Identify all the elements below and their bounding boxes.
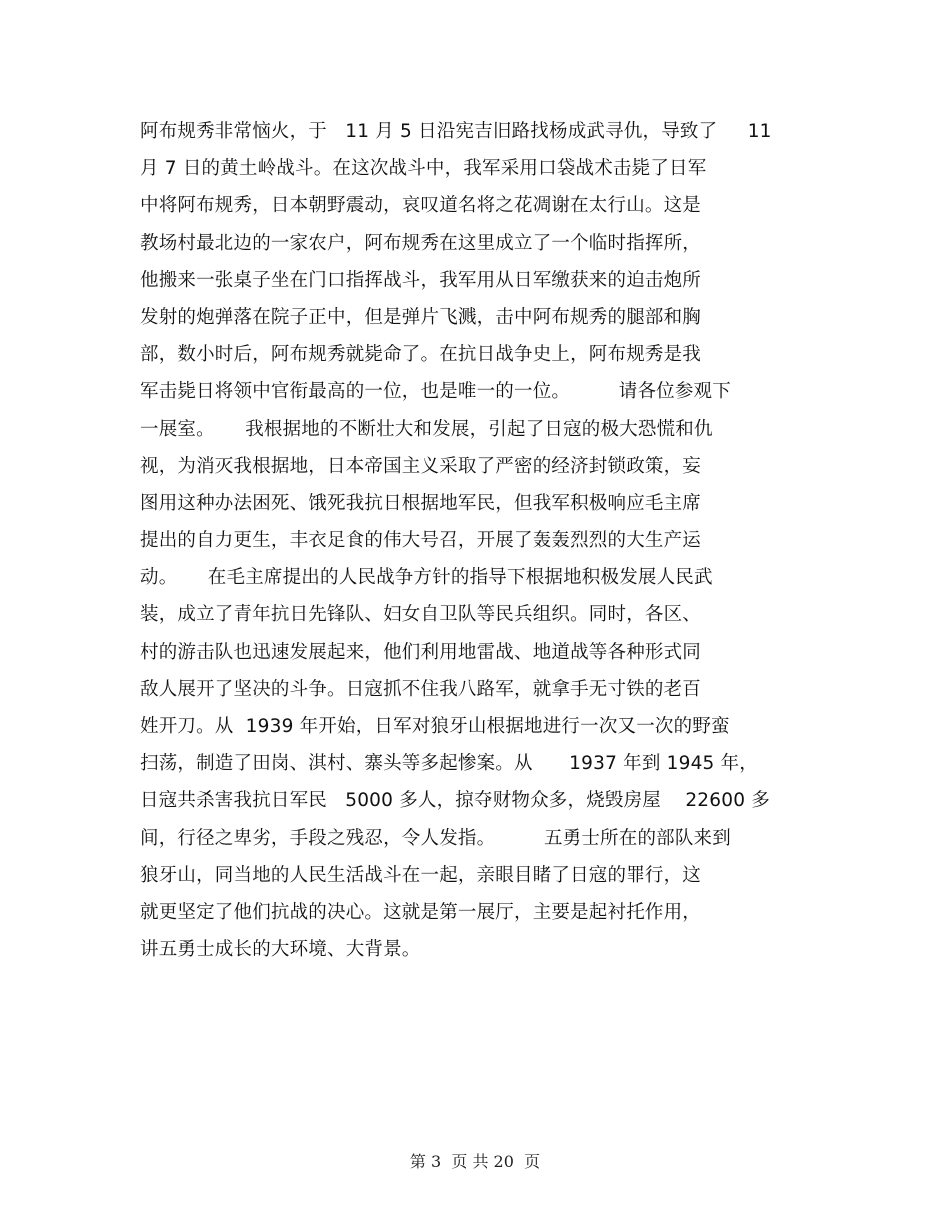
text-line: 动。 在毛主席提出的人民战争方针的指导下根据地积极发展人民武: [140, 567, 713, 589]
text-line: 狼牙山，同当地的人民生活战斗在一起，亲眼目睹了日寇的罪行，这: [140, 864, 702, 886]
text-line: 讲五勇士成长的大环境、大背景。: [140, 939, 421, 961]
body-text: [140, 113, 820, 968]
page-footer: 第 3 页 共 20 页: [409, 1152, 541, 1171]
text-line: 就更坚定了他们抗战的决心。这就是第一展厅，主要是起衬托作用，: [140, 901, 702, 923]
text-line: 间，行径之卑劣，手段之残忍，令人发指。 五勇士所在的部队来到: [140, 827, 731, 849]
text-line: 发射的炮弹落在院子正中，但是弹片飞溅，击中阿布规秀的腿部和胸: [140, 306, 702, 328]
text-line: 月 7 日的黄土岭战斗。在这次战斗中，我军采用口袋战术击毙了日军: [140, 158, 707, 180]
text-line: 图用这种办法困死、饿死我抗日根据地军民，但我军积极响应毛主席: [140, 492, 702, 514]
text-line: 他搬来一张桌子坐在门口指挥战斗，我军用从日军缴获来的迫击炮所: [140, 269, 702, 291]
text-line: 姓开刀。从 1939 年开始，日军对狼牙山根据地进行一次又一次的野蛮: [140, 716, 730, 737]
text-line: 村的游击队也迅速发展起来，他们利用地雷战、地道战等各种形式同: [140, 641, 702, 663]
text-line: 教场村最北边的一家农户，阿布规秀在这里成立了一个临时指挥所，: [140, 232, 702, 254]
text-line: 阿布规秀非常恼火，于 11 月 5 日沿宪吉旧路找杨成武寻仇，导致了 11: [140, 121, 772, 142]
text-line: 敌人展开了坚决的斗争。日寇抓不住我八路军，就拿手无寸铁的老百: [140, 678, 702, 700]
text-line: 中将阿布规秀，日本朝野震动，哀叹道名将之花凋谢在太行山。这是: [140, 195, 702, 217]
text-line: 视，为消灭我根据地，日本帝国主义采取了严密的经济封锁政策，妄: [140, 455, 702, 477]
text-line: 军击毙日将领中官衔最高的一位，也是唯一的一位。 请各位参观下: [140, 381, 731, 403]
text-line: 提出的自力更生，丰衣足食的伟大号召，开展了轰轰烈烈的大生产运: [140, 530, 702, 552]
text-line: 装，成立了青年抗日先锋队、妇女自卫队等民兵组织。同时，各区、: [140, 604, 702, 626]
text-line: 扫荡，制造了田岗、淇村、寨头等多起惨案。从 1937 年到 1945 年，: [140, 753, 758, 775]
text-line: 部，数小时后，阿布规秀就毙命了。在抗日战争史上，阿布规秀是我: [140, 344, 702, 366]
text-line: 一展室。 我根据地的不断壮大和发展，引起了日寇的极大恐慌和仇: [140, 418, 713, 440]
text-line: 日寇共杀害我抗日军民 5000 多人，掠夺财物众多，烧毁房屋 22600 多: [140, 790, 770, 812]
